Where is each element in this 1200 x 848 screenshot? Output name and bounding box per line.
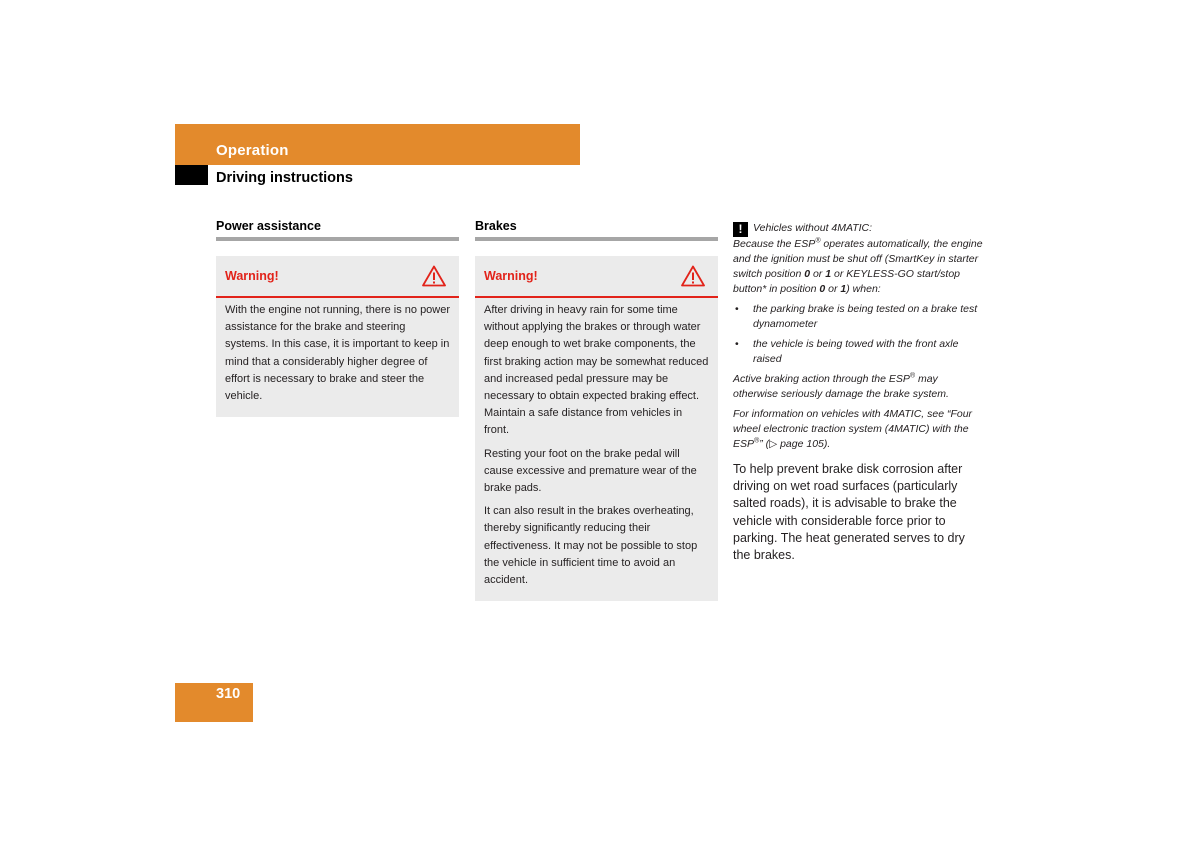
warning-header — [475, 256, 718, 298]
note-text: or — [810, 268, 826, 280]
subsection-title: Driving instructions — [216, 170, 353, 186]
brakes-warning-box — [475, 256, 718, 601]
subheader-marker — [175, 165, 208, 185]
section-title: Operation — [216, 142, 289, 159]
brake-corrosion-text: To help prevent brake disk corrosion after driving on wet road surfaces (particularly salted roads), it is advisable to brake the vehicle with considerable force prior to parking. The heat generated serves to dry the brakes. — [733, 462, 965, 563]
page-number-box — [175, 683, 253, 722]
note-text: operates automatically, the engine and the ignition must be shut off (SmartKey in starter switch position — [733, 238, 983, 280]
note-text: or — [825, 283, 841, 295]
note-text: ” (▷ page 105). — [759, 438, 831, 450]
warning-paragraph: After driving in heavy rain for some time without applying the brakes or through water deep enough to wet brake components, the first braking action may be somewhat reduced and increased pedal pressure may be necessary to obtain expected braking effect. Maintain a safe distance from vehicles in front. — [484, 304, 709, 437]
note-text: or KEYLESS-GO start/stop button* in position — [733, 268, 961, 295]
warning-paragraph: It can also result in the brakes overheating, thereby significantly reducing their effectiveness. It may not be possible to stop the vehicle in sufficient time to avoid an accident. — [484, 505, 698, 587]
switch-position: 1 — [840, 283, 847, 295]
brakes-column — [475, 219, 718, 601]
switch-position: 0 — [819, 283, 826, 295]
list-item — [733, 302, 983, 332]
note-paragraph — [733, 372, 983, 402]
note-title: Vehicles without 4MATIC: — [753, 222, 873, 234]
warning-paragraph: Resting your foot on the brake pedal will cause excessive and premature wear of the brake pads. — [484, 447, 697, 495]
note-text: For information on vehicles with 4MATIC, see “Four wheel electronic traction system (4MATIC) with the ESP — [733, 408, 973, 450]
warning-paragraph: With the engine not running, there is no power assistance for the brake and steering systems. In this case, it is important to keep in mind that a considerably higher degree of effort is necessary to brake and steer the vehicle. — [225, 304, 451, 403]
power-assistance-column — [216, 219, 459, 417]
warning-triangle-icon — [681, 265, 705, 287]
warning-label: Warning! — [484, 269, 538, 283]
note-text: Active braking action through the ESP — [733, 373, 910, 385]
switch-position: 1 — [825, 268, 832, 280]
power-assistance-warning-box — [216, 256, 459, 417]
bullet-icon: • — [735, 338, 739, 350]
notes-column — [733, 221, 983, 564]
note-paragraph — [733, 407, 983, 452]
note-text: ) when: — [846, 283, 881, 295]
power-assistance-heading: Power assistance — [216, 219, 459, 241]
bullet-icon: • — [735, 303, 739, 315]
note-title-line — [733, 221, 983, 237]
page-number: 310 — [216, 686, 241, 702]
list-item — [733, 337, 983, 367]
vehicle-note — [733, 221, 983, 452]
note-text: Because the ESP — [733, 238, 816, 250]
note-intro — [733, 237, 983, 297]
warning-header — [216, 256, 459, 298]
registered-mark: ® — [909, 372, 916, 380]
registered-mark: ® — [754, 437, 760, 445]
note-bullet-list — [733, 302, 983, 367]
warning-body — [475, 298, 718, 589]
exclamation-icon: ! — [733, 222, 748, 237]
note-text: may otherwise seriously damage the brake system. — [733, 373, 949, 400]
switch-position: 0 — [804, 268, 811, 280]
bullet-text: the parking brake is being tested on a brake test dynamometer — [753, 303, 978, 330]
warning-label: Warning! — [225, 269, 279, 283]
bullet-text: the vehicle is being towed with the front axle raised — [753, 338, 959, 365]
warning-body — [216, 298, 459, 405]
warning-triangle-icon — [422, 265, 446, 287]
registered-mark: ® — [815, 237, 821, 245]
brakes-heading: Brakes — [475, 219, 718, 241]
